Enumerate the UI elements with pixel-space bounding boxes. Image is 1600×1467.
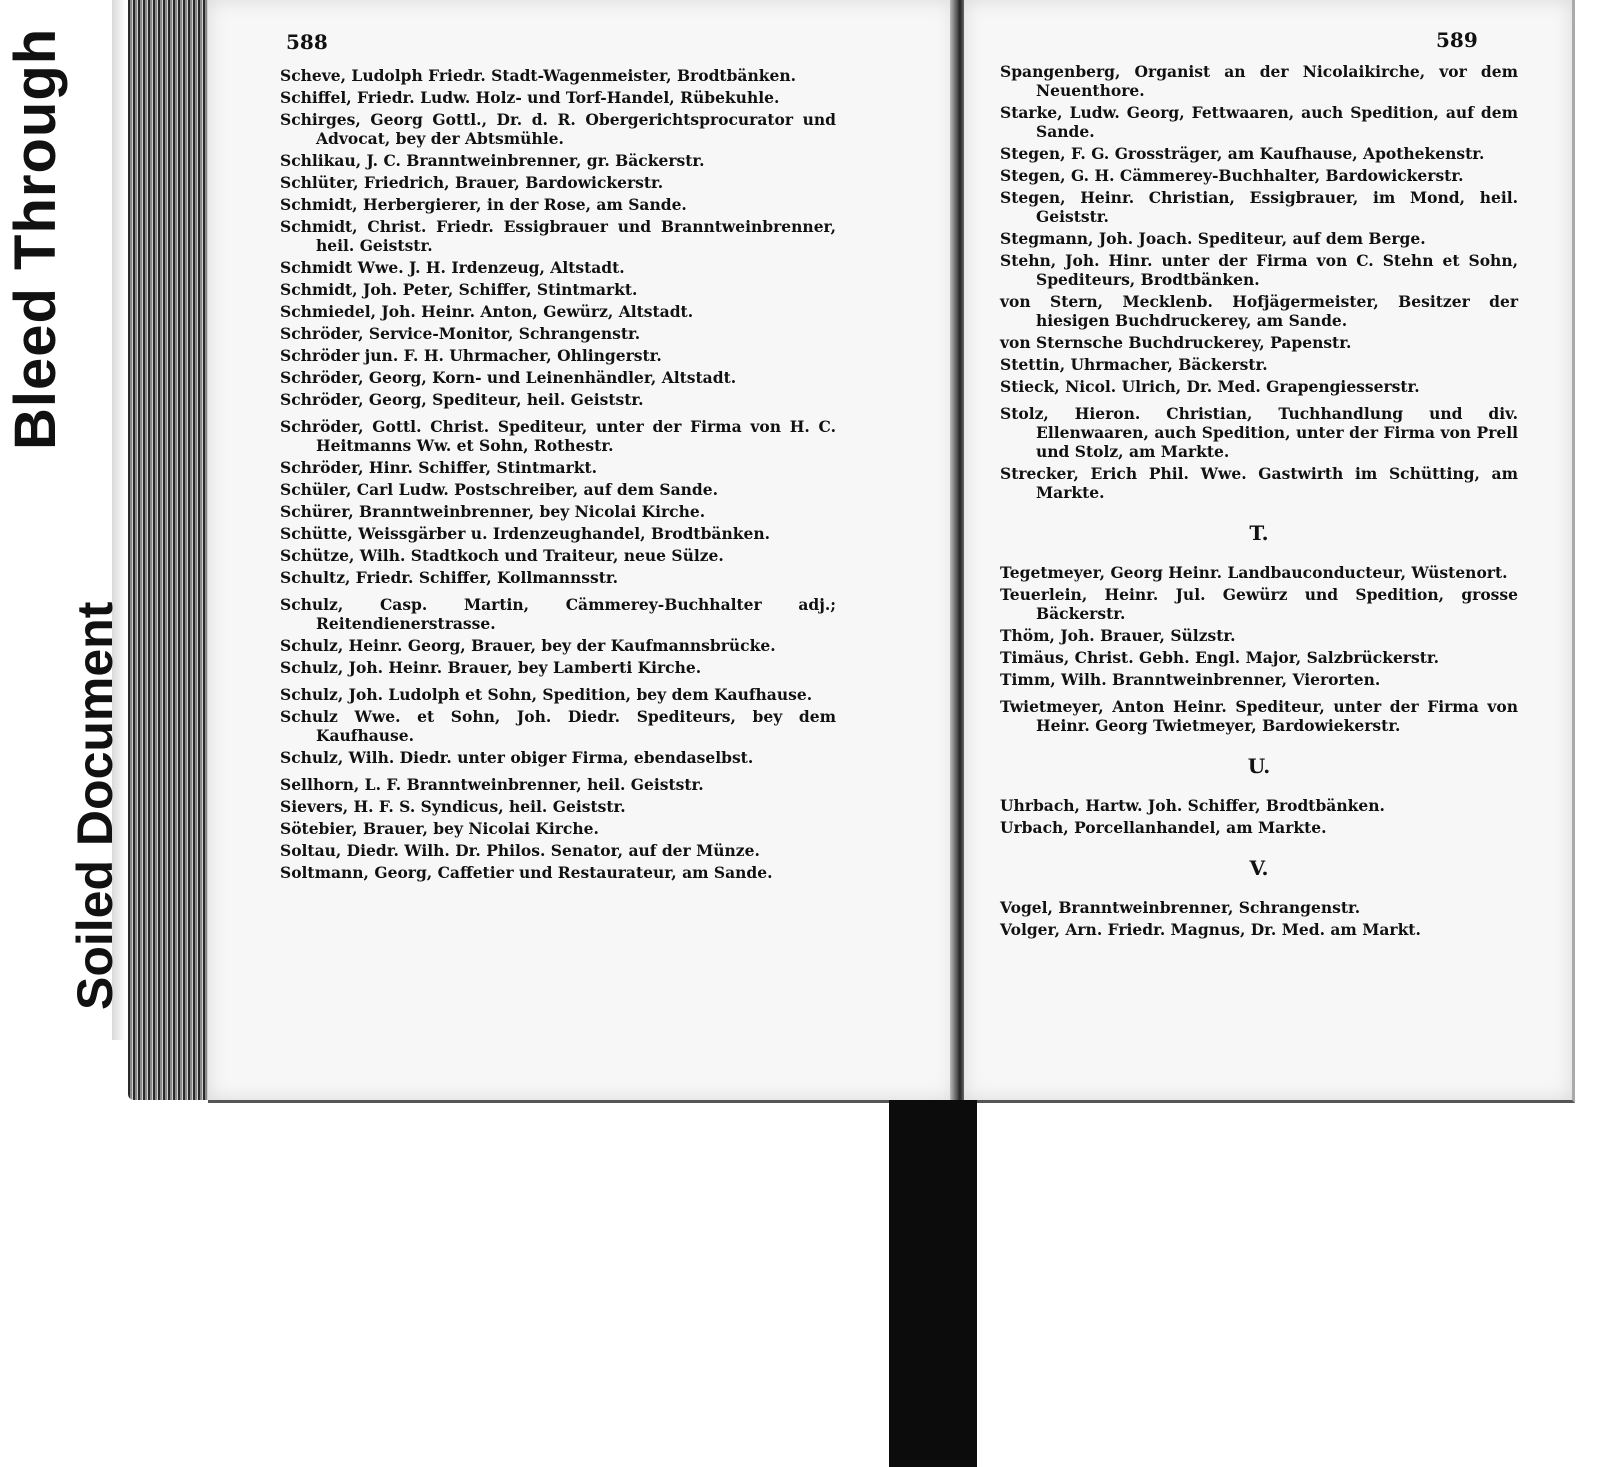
directory-entry: von Stern, Mecklenb. Hofjägermeister, Besitzer der hiesigen Buchdruckerey, am Sande. [1000,292,1518,330]
directory-entry: Stolz, Hieron. Christian, Tuchhandlung und div. Ellenwaaren, auch Spedition, unter der Firma von Prell und Stolz, am Markte. [1000,404,1518,461]
directory-entry: Schlikau, J. C. Branntweinbrenner, gr. Bäckerstr. [280,151,705,170]
directory-entry: Stegen, F. G. Grossträger, am Kaufhause, Apothekenstr. [1000,144,1485,163]
directory-entry: Stettin, Uhrmacher, Bäckerstr. [1000,355,1268,374]
directory-entry: Schiffel, Friedr. Ludw. Holz- und Torf-Handel, Rübekuhle. [280,88,780,107]
bleed-through-label: Bleed Through [3,27,68,450]
directory-entry: Stehn, Joh. Hinr. unter der Firma von C. Stehn et Sohn, Spediteurs, Brodtbänken. [1000,251,1518,289]
directory-entry: Scheve, Ludolph Friedr. Stadt-Wagenmeister, Brodtbänken. [280,66,796,85]
directory-entry: Schulz, Joh. Ludolph et Sohn, Spedition, bey dem Kaufhause. [280,685,813,704]
directory-entry: Tegetmeyer, Georg Heinr. Landbauconducteur, Wüstenort. [1000,563,1508,582]
soiled-document-label: Soiled Document [67,601,123,1010]
directory-entry: Schmidt, Herbergierer, in der Rose, am Sande. [280,195,687,214]
directory-entry: Stegen, Heinr. Christian, Essigbrauer, im Mond, heil. Geiststr. [1000,188,1518,226]
directory-entry: Soltau, Diedr. Wilh. Dr. Philos. Senator, auf der Münze. [280,841,760,860]
directory-entry: Schlüter, Friedrich, Brauer, Bardowickerstr. [280,173,664,192]
directory-entry: Sievers, H. F. S. Syndicus, heil. Geiststr. [280,797,626,816]
directory-entry: Schulz, Wilh. Diedr. unter obiger Firma, ebendaselbst. [280,748,754,767]
directory-entry: Schulz Wwe. et Sohn, Joh. Diedr. Spediteurs, bey dem Kaufhause. [280,707,836,745]
directory-entry: von Sternsche Buchdruckerey, Papenstr. [1000,333,1352,352]
directory-entry: Schütze, Wilh. Stadtkoch und Traiteur, neue Sülze. [280,546,724,565]
directory-entry: Schröder, Georg, Korn- und Leinenhändler, Altstadt. [280,368,737,387]
directory-entry: Schröder, Hinr. Schiffer, Stintmarkt. [280,458,598,477]
directory-entry: Schmiedel, Joh. Heinr. Anton, Gewürz, Altstadt. [280,302,694,321]
side-labels [0,0,125,1040]
directory-entry: Sellhorn, L. F. Branntweinbrenner, heil. Geiststr. [280,775,704,794]
right-page [964,0,1575,1103]
directory-entry: Thöm, Joh. Brauer, Sülzstr. [1000,626,1236,645]
open-book [128,0,1518,1110]
directory-entry: Strecker, Erich Phil. Wwe. Gastwirth im Schütting, am Markte. [1000,464,1518,502]
directory-entry: Stieck, Nicol. Ulrich, Dr. Med. Grapengiesserstr. [1000,377,1420,396]
directory-entry: Schulz, Joh. Heinr. Brauer, bey Lamberti Kirche. [280,658,702,677]
left-page [208,0,954,1103]
section-heading-t: T. [1249,521,1269,545]
directory-entry: Schüler, Carl Ludw. Postschreiber, auf dem Sande. [280,480,718,499]
directory-entry: Sötebier, Brauer, bey Nicolai Kirche. [280,819,599,838]
directory-entry: Stegen, G. H. Cämmerey-Buchhalter, Bardowickerstr. [1000,166,1464,185]
directory-entry: Vogel, Branntweinbrenner, Schrangenstr. [1000,898,1361,917]
directory-entry: Schröder, Georg, Spediteur, heil. Geiststr. [280,390,644,409]
left-page-number: 588 [286,30,328,54]
directory-entry: Schröder, Gottl. Christ. Spediteur, unter der Firma von H. C. Heitmanns Ww. et Sohn, Rothestr. [280,417,836,455]
section-heading-u: U. [1247,754,1271,778]
directory-entry: Soltmann, Georg, Caffetier und Restaurateur, am Sande. [280,863,773,882]
directory-entry: Schürer, Branntweinbrenner, bey Nicolai Kirche. [280,502,706,521]
left-entry-list [280,66,836,885]
directory-entry: Schirges, Georg Gottl., Dr. d. R. Obergerichtsprocurator und Advocat, bey der Abtsmühle. [280,110,836,148]
directory-entry: Schulz, Casp. Martin, Cämmerey-Buchhalter adj.; Reitendienerstrasse. [280,595,836,633]
directory-entry: Urbach, Porcellanhandel, am Markte. [1000,818,1327,837]
directory-entry: Starke, Ludw. Georg, Fettwaaren, auch Spedition, auf dem Sande. [1000,103,1518,141]
directory-entry: Schmidt, Christ. Friedr. Essigbrauer und Branntweinbrenner, heil. Geiststr. [280,217,836,255]
directory-entry: Teuerlein, Heinr. Jul. Gewürz und Spedition, grosse Bäckerstr. [1000,585,1518,623]
directory-entry: Volger, Arn. Friedr. Magnus, Dr. Med. am Markt. [1000,920,1421,939]
bookmark-ribbon [889,1100,977,1467]
directory-entry: Schulz, Heinr. Georg, Brauer, bey der Kaufmannsbrücke. [280,636,776,655]
directory-entry: Schmidt Wwe. J. H. Irdenzeug, Altstadt. [280,258,625,277]
directory-entry: Schütte, Weissgärber u. Irdenzeughandel, Brodtbänken. [280,524,770,543]
page-edges [128,0,218,1100]
directory-entry: Spangenberg, Organist an der Nicolaikirche, vor dem Neuenthore. [1000,62,1518,100]
directory-entry: Twietmeyer, Anton Heinr. Spediteur, unter der Firma von Heinr. Georg Twietmeyer, Bardowiekerstr. [1000,697,1518,735]
directory-entry: Schröder jun. F. H. Uhrmacher, Ohlingerstr. [280,346,662,365]
directory-entry: Schröder, Service-Monitor, Schrangenstr. [280,324,641,343]
right-entry-list [1000,62,1518,942]
directory-entry: Timäus, Christ. Gebh. Engl. Major, Salzbrückerstr. [1000,648,1440,667]
directory-entry: Uhrbach, Hartw. Joh. Schiffer, Brodtbänken. [1000,796,1385,815]
directory-entry: Stegmann, Joh. Joach. Spediteur, auf dem Berge. [1000,229,1426,248]
section-heading-v: V. [1249,856,1269,880]
directory-entry: Schmidt, Joh. Peter, Schiffer, Stintmarkt. [280,280,638,299]
directory-entry: Schultz, Friedr. Schiffer, Kollmannsstr. [280,568,619,587]
directory-entry: Timm, Wilh. Branntweinbrenner, Vierorten. [1000,670,1381,689]
right-page-number: 589 [1436,28,1478,52]
